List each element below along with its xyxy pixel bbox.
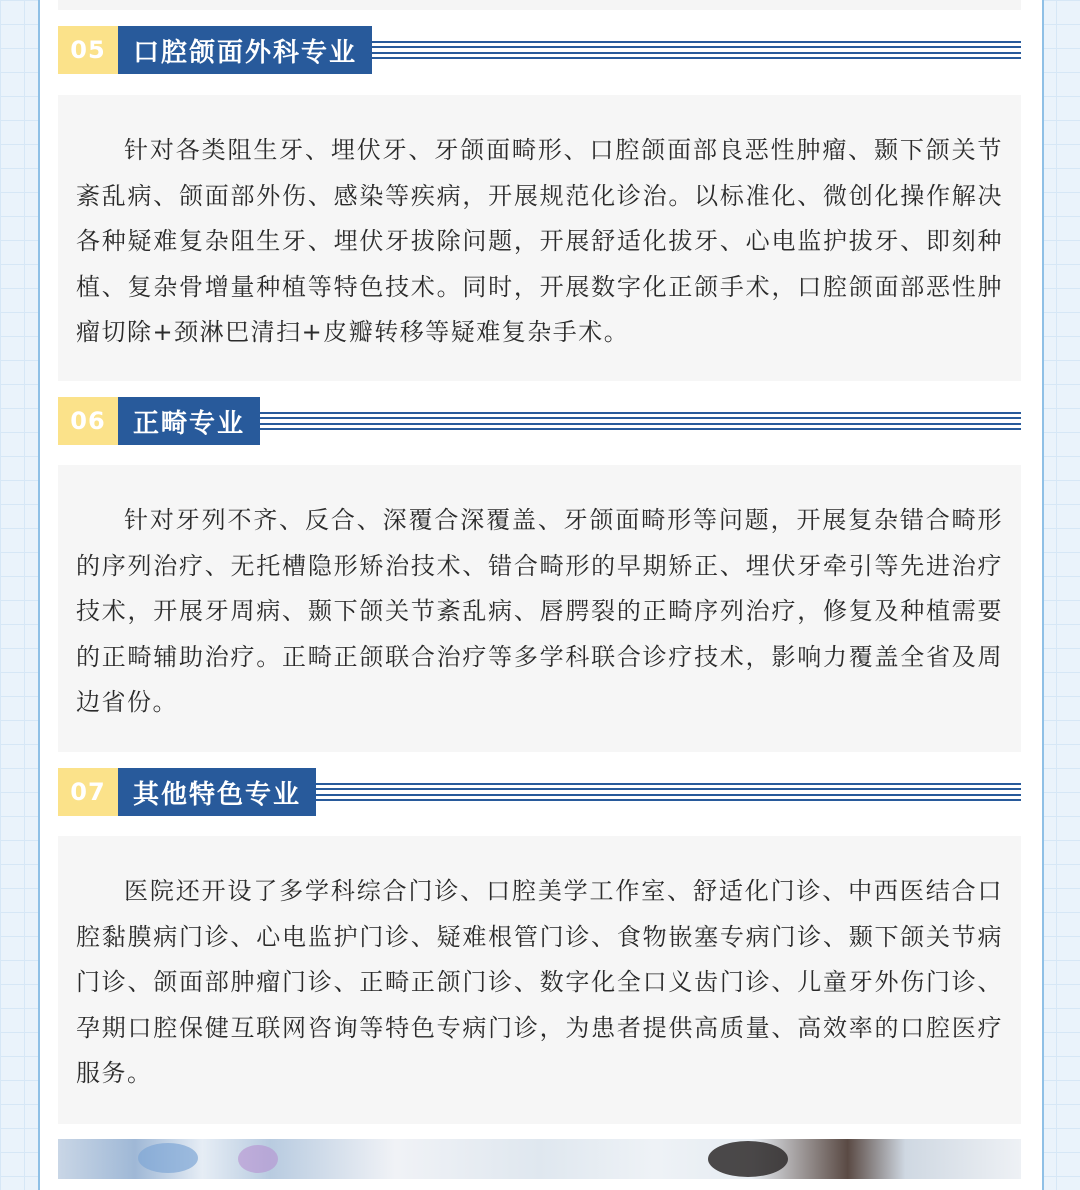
- section-title: 口腔颌面外科专业: [118, 26, 372, 74]
- decorative-rule-lines: [307, 783, 1021, 801]
- previous-section-bottom: [58, 0, 1021, 10]
- section-content-06: [58, 465, 1021, 752]
- decorative-rule-lines: [253, 412, 1021, 430]
- section-title: 其他特色专业: [118, 768, 316, 816]
- section-content-05: [58, 95, 1021, 381]
- section-title: 正畸专业: [118, 397, 260, 445]
- section-header-06: [58, 397, 1021, 445]
- decorative-rule-lines: [360, 41, 1021, 59]
- section-body-text: 医院还开设了多学科综合门诊、口腔美学工作室、舒适化门诊、中西医结合口腔黏膜病门诊、心电监护门诊、疑难根管门诊、食物嵌塞专病门诊、颞下颌关节病门诊、颌面部肿瘤门诊、正畸正颌门诊、数字化全口义齿门诊、儿童牙外伤门诊、孕期口腔保健互联网咨询等特色专病门诊，为患者提供高质量、高效率的口腔医疗服务。: [76, 877, 1003, 1087]
- photo-detail: [238, 1145, 278, 1173]
- section-number-badge: 05: [58, 26, 118, 74]
- photo-detail: [708, 1141, 788, 1177]
- section-header-05: [58, 26, 1021, 74]
- clinic-photo: [58, 1139, 1021, 1179]
- section-body-text: 针对各类阻生牙、埋伏牙、牙颌面畸形、口腔颌面部良恶性肿瘤、颞下颌关节紊乱病、颌面部外伤、感染等疾病，开展规范化诊治。以标准化、微创化操作解决各种疑难复杂阻生牙、埋伏牙拔除问题，开展舒适化拔牙、心电监护拔牙、即刻种植、复杂骨增量种植等特色技术。同时，开展数字化正颌手术，口腔颌面部恶性肿瘤切除+颈淋巴清扫+皮瓣转移等疑难复杂手术。: [76, 136, 1003, 346]
- section-number-badge: 06: [58, 397, 118, 445]
- section-content-07: [58, 836, 1021, 1124]
- section-header-07: [58, 768, 1021, 816]
- photo-detail: [138, 1143, 198, 1173]
- section-body-text: 针对牙列不齐、反合、深覆合深覆盖、牙颌面畸形等问题，开展复杂错合畸形的序列治疗、无托槽隐形矫治技术、错合畸形的早期矫正、埋伏牙牵引等先进治疗技术，开展牙周病、颞下颌关节紊乱病、唇腭裂的正畸序列治疗，修复及种植需要的正畸辅助治疗。正畸正颌联合治疗等多学科联合诊疗技术，影响力覆盖全省及周边省份。: [76, 506, 1003, 716]
- section-number-badge: 07: [58, 768, 118, 816]
